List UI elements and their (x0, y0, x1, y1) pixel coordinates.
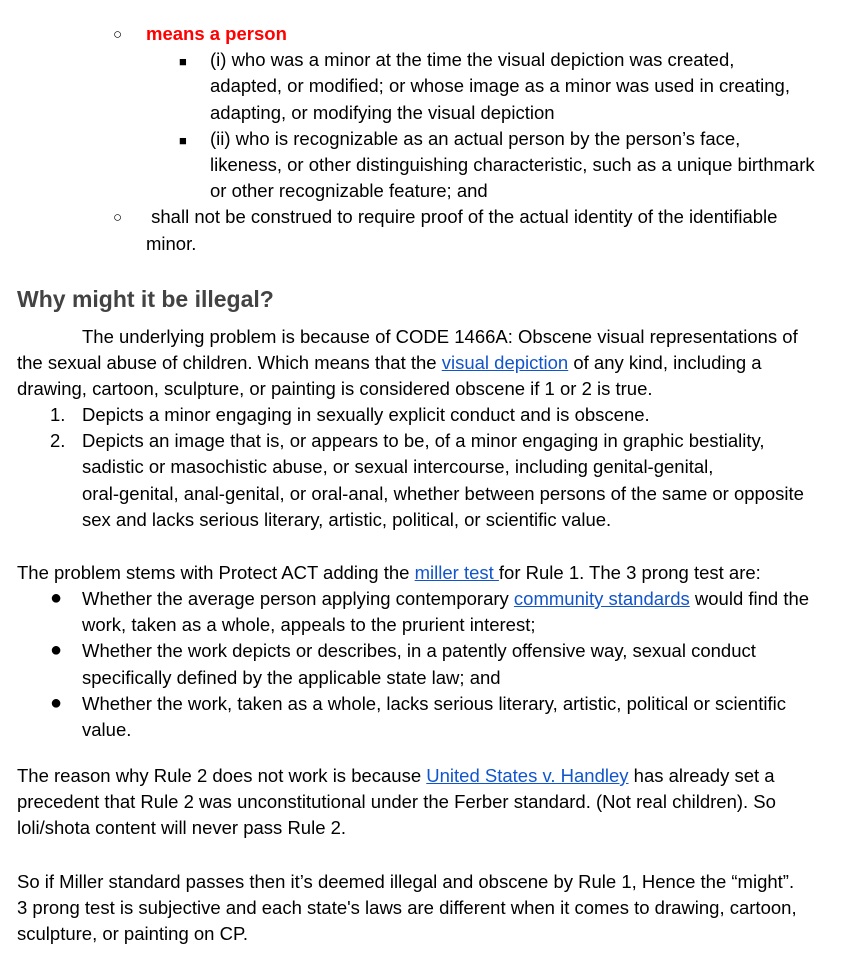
list-item-line: shall not be construed to require proof of the actual identity of the identifiable (146, 206, 778, 228)
circle-bullet-icon: ○ (113, 26, 123, 43)
square-bullet-icon: ■ (179, 54, 187, 70)
paragraph-line: The underlying problem is because of CODE 1466A: Obscene visual representations of (82, 326, 798, 347)
list-item (0, 21, 865, 47)
paragraph-line: 3 prong test is subjective and each state's laws are different when it comes to drawing, cartoon, (17, 897, 797, 919)
list-item-line: Depicts a minor engaging in sexually explicit conduct and is obscene. (82, 404, 650, 425)
list-item (0, 204, 865, 256)
circle-bullet-icon: ○ (113, 209, 123, 227)
paragraph-line (17, 560, 863, 586)
list-item-line: adapting, or modifying the visual depiction (210, 101, 555, 123)
community-standards-link[interactable]: community standards (513, 588, 690, 609)
list-item-line: specifically defined by the applicable state law; and (82, 666, 501, 688)
miller-test-link[interactable]: miller test (414, 562, 499, 583)
list-item-label: means a person (146, 23, 287, 44)
list-item-line: minor. (146, 232, 197, 254)
visual-depiction-link[interactable]: visual depiction (441, 352, 569, 374)
list-item-line: or other recognizable feature; and (210, 180, 488, 202)
text-run: would find the (689, 588, 810, 609)
ordered-list (0, 402, 865, 533)
list-item (0, 691, 865, 743)
bullet-list (0, 586, 865, 743)
list-item-line: likeness, or other distinguishing characteristic, such as a unique birthmark (210, 153, 815, 175)
text-run: the sexual abuse of children. Which means that the (17, 352, 442, 374)
list-item (0, 428, 865, 533)
list-item (0, 638, 865, 690)
text-run: The reason why Rule 2 does not work is because (17, 765, 427, 786)
paragraph-line: drawing, cartoon, sculpture, or painting is considered obscene if 1 or 2 is true. (17, 378, 653, 400)
list-item (0, 586, 865, 638)
list-item-line: Whether the work, taken as a whole, lacks serious literary, artistic, political or scientific (82, 692, 786, 714)
section-heading: Why might it be illegal? (17, 286, 274, 312)
paragraph-conclusion (17, 869, 863, 948)
list-item-line: (ii) who is recognizable as an actual person by the person’s face, (210, 127, 741, 149)
bullet-icon: ● (50, 691, 63, 714)
text-run: has already set a (628, 765, 775, 786)
paragraph-line (17, 763, 863, 789)
bullet-icon: ● (50, 639, 63, 662)
list-item-line: Whether the work depicts or describes, in a patently offensive way, sexual conduct (82, 640, 756, 662)
paragraph-line: So if Miller standard passes then it’s deemed illegal and obscene by Rule 1, Hence the “might”. (17, 871, 795, 892)
list-number: 1. (50, 404, 66, 425)
list-item (0, 126, 865, 205)
square-bullet-icon: ■ (179, 132, 187, 148)
paragraph-handley (17, 763, 863, 842)
list-item-line: Depicts an image that is, or appears to be, of a minor engaging in graphic bestiality, (82, 430, 765, 452)
text-run: Whether the average person applying contemporary (82, 588, 514, 609)
list-item-line: adapted, or modified; or whose image as a minor was used in creating, (210, 75, 790, 97)
nested-list (0, 21, 865, 257)
paragraph-line: precedent that Rule 2 was unconstitutional under the Ferber standard. (Not real children). So (17, 791, 776, 813)
list-item-line: value. (82, 718, 132, 740)
list-item-line: sadistic or masochistic abuse, or sexual intercourse, including genital-genital, (82, 456, 714, 478)
text-run: of any kind, including a (568, 352, 762, 374)
list-item-line: oral-genital, anal-genital, or oral-anal, whether between persons of the same or opposite (82, 482, 804, 504)
paragraph-line (17, 350, 863, 376)
text-run: The problem stems with Protect ACT adding the (17, 562, 415, 583)
list-item-line: sex and lacks serious literary, artistic, political, or scientific value. (82, 508, 612, 530)
list-item (0, 47, 865, 126)
list-item-line (82, 586, 809, 612)
list-number: 2. (50, 430, 66, 452)
paragraph-line: loli/shota content will never pass Rule 2. (17, 817, 347, 839)
list-item-line: (i) who was a minor at the time the visual depiction was created, (210, 49, 735, 71)
handley-link[interactable]: United States v. Handley (426, 765, 629, 786)
text-run: for Rule 1. The 3 prong test are: (498, 562, 761, 583)
paragraph-miller (17, 560, 863, 586)
paragraph-line: sculpture, or painting on CP. (17, 923, 249, 945)
paragraph-intro (17, 324, 863, 403)
bullet-icon: ● (50, 587, 63, 609)
list-item (0, 402, 865, 428)
list-item-line: work, taken as a whole, appeals to the prurient interest; (82, 614, 536, 636)
